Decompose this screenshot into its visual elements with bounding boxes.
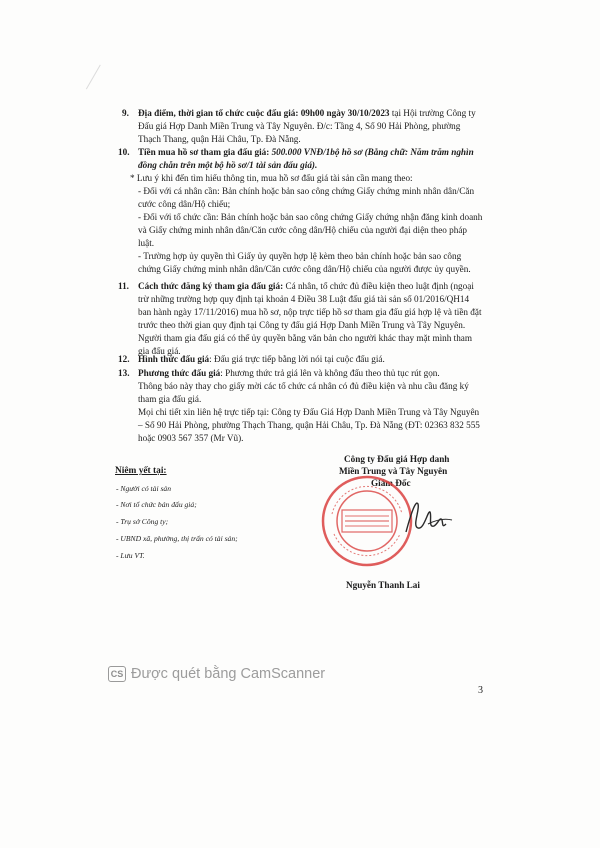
- item-10-text: 500.000 VNĐ/1bộ hồ sơ (Bằng chữ: Năm trăm nghìn: [271, 147, 474, 157]
- item-9-line-1: [138, 107, 476, 119]
- item-11-line-5: Người tham gia đấu giá có thể ủy quyền bằng văn bản cho người khác thay mặt mình tham: [138, 333, 473, 343]
- item-11-line-6: gia đấu giá.: [138, 346, 181, 356]
- note-line-3: cước công dân/Hộ chiếu;: [138, 199, 231, 209]
- page-number: 3: [478, 685, 483, 696]
- item-11-line-4: trước theo thời gian quy định tại Công ty đấu giá Hợp Danh Miền Trung và Tây Nguyên.: [138, 320, 466, 330]
- item-11-line-1: [138, 280, 474, 292]
- item-9-text: tại Hội trường Công ty: [389, 108, 476, 118]
- recipient-item: - UBND xã, phường, thị trấn có tài sản;: [116, 534, 238, 543]
- item-11-text: Cá nhân, tổ chức đủ điều kiện theo luật định (ngoại: [283, 281, 474, 291]
- item-12-heading: Hình thức đấu giá: [138, 354, 210, 364]
- signature-org-line-2: Miền Trung và Tây Nguyên: [339, 466, 448, 476]
- note-line-4: - Đối với tổ chức cần: Bản chính hoặc bản sao công chứng Giấy chứng nhận đăng kinh doanh: [138, 212, 483, 222]
- item-9-line-3: Thạch Thang, quận Hải Châu, Tp. Đà Nẵng.: [138, 134, 301, 144]
- item-9-heading: Địa điểm, thời gian tổ chức cuộc đấu giá: 09h00 ngày 30/10/2023: [138, 108, 390, 118]
- note-line-2: - Đối với cá nhân cần: Bản chính hoặc bản sao công chứng Giấy chứng minh nhân dân/Căn: [138, 186, 475, 196]
- handwritten-signature: [398, 490, 458, 540]
- camscanner-text: Được quét bằng CamScanner: [131, 666, 326, 682]
- item-12-text: : Đấu giá trực tiếp bằng lời nói tại cuộc đấu giá.: [209, 354, 385, 364]
- note-line-5: và Giấy chứng minh nhân dân/Căn cước công dân/Hộ chiếu của người đại diện theo pháp: [138, 225, 468, 235]
- closing-line-2: tham gia đấu giá.: [138, 394, 202, 404]
- recipient-item: - Nơi tổ chức bán đấu giá;: [116, 500, 197, 509]
- item-13-heading: Phương thức đấu giá: [138, 368, 221, 378]
- item-13-text: : Phương thức trả giá lên và không đấu theo thủ tục rút gọn.: [220, 368, 440, 378]
- item-number-11: 11.: [118, 281, 129, 291]
- signer-name: Nguyễn Thanh Lai: [346, 580, 420, 590]
- item-10-line-1: [138, 146, 474, 158]
- item-number-9: 9.: [122, 108, 129, 118]
- note-line-6: luật.: [138, 238, 155, 248]
- item-13-line-1: [138, 367, 440, 379]
- recipient-item: - Trụ sở Công ty;: [116, 517, 169, 526]
- camscanner-logo-icon: CS: [108, 666, 126, 682]
- item-11-line-2: trừ những trường hợp quy định tại khoản 4 Điều 38 Luật đấu giá tài sản số 01/2016/QH14: [138, 294, 470, 304]
- signature-org-line-1: Công ty Đấu giá Hợp danh: [344, 454, 450, 464]
- note-line-7: - Trường hợp ủy quyền thì Giấy ủy quyền hợp lệ kèm theo bản chính hoặc bản sao công: [138, 251, 462, 261]
- item-number-12: 12.: [118, 354, 130, 364]
- closing-line-3: Mọi chi tiết xin liên hệ trực tiếp tại: Công ty Đấu Giá Hợp Danh Miền Trung và Tây Nguyên: [138, 407, 480, 417]
- note-line-1: * Lưu ý khi đến tìm hiểu thông tin, mua hồ sơ đấu giá tài sản cần mang theo:: [130, 173, 413, 183]
- item-11-heading: Cách thức đăng ký tham gia đấu giá:: [138, 281, 284, 291]
- closing-line-5: hoặc 0903 567 357 (Mr Vũ).: [138, 433, 244, 443]
- signature-role: Giám Đốc: [371, 478, 411, 488]
- item-number-13: 13.: [118, 368, 130, 378]
- item-10-line-2: đồng chẵn trên một bộ hồ sơ/1 tài sản đấu giá).: [138, 160, 318, 170]
- recipients-title: Niêm yết tại:: [115, 466, 167, 476]
- closing-line-1: Thông báo này thay cho giấy mời các tổ chức cá nhân có đủ điều kiện và nhu cầu đăng ký: [138, 381, 469, 391]
- item-number-10: 10.: [118, 147, 130, 157]
- item-10-heading: Tiền mua hồ sơ tham gia đấu giá:: [138, 147, 272, 157]
- camscanner-watermark: [108, 664, 325, 684]
- item-11-line-3: ban hành ngày 17/11/2016) mua hồ sơ, nộp trực tiếp hồ sơ tham gia đấu giá hợp lệ và tiền đặt: [138, 307, 482, 317]
- note-line-8: chứng Giấy chứng minh nhân dân/Căn cước công dân/Hộ chiếu của người được ủy quyền.: [138, 264, 471, 274]
- item-12-line-1: [138, 353, 385, 365]
- scan-mark: [86, 65, 111, 96]
- recipient-item: - Lưu VT.: [116, 551, 145, 560]
- recipient-item: - Người có tài sản: [116, 484, 172, 493]
- item-9-line-2: Đấu giá Hợp Danh Miền Trung và Tây Nguyên. Đ/c: Tầng 4, Số 90 Hải Phòng, phường: [138, 121, 461, 131]
- closing-line-4: – Số 90 Hải Phòng, phường Thạch Thang, quận Hải Châu, Tp. Đà Nẵng (ĐT: 02363 832 555: [138, 420, 480, 430]
